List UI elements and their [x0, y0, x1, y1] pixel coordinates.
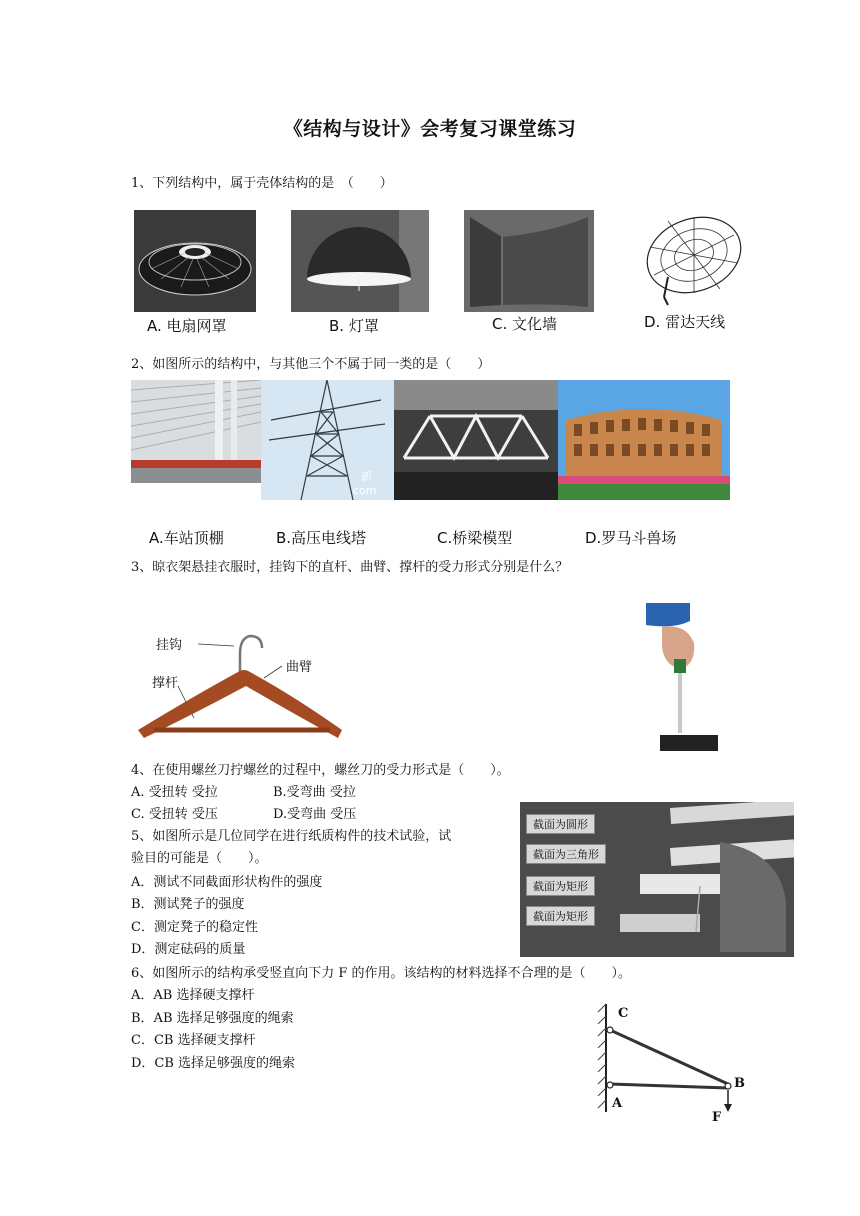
page-title: 《结构与设计》会考复习课堂练习	[283, 118, 577, 140]
q5-option-d: D．测定砝码的质量	[131, 942, 246, 957]
watermark-text-1: 新	[361, 470, 372, 483]
power-tower-photo	[261, 380, 394, 500]
q6-option-a: A．AB 选择硬支撑杆	[131, 988, 255, 1003]
point-a-label: A	[612, 1096, 623, 1111]
q1-option-b-caption: B. 灯罩	[329, 317, 379, 335]
q5-option-a: A．测试不同截面形状构件的强度	[131, 875, 323, 890]
paper-test-photo	[520, 802, 794, 957]
q5-option-b: B．测试凳子的强度	[131, 897, 245, 912]
q2-option-d: D.罗马斗兽场	[585, 529, 677, 547]
force-f-label: F	[712, 1110, 722, 1125]
q4-option-b: B.受弯曲 受拉	[273, 785, 356, 800]
q4-option-c: C. 受扭转 受压	[131, 807, 218, 822]
question-5-text-line1: 5、如图所示是几位同学在进行纸质构件的技术试验，试	[131, 829, 452, 844]
q4-option-d: D.受弯曲 受压	[273, 807, 357, 822]
q1-option-d-caption: D. 雷达天线	[644, 313, 726, 331]
point-c-label: C	[618, 1006, 629, 1021]
q1-option-a-caption: A. 电扇网罩	[147, 317, 227, 335]
q4-option-a: A. 受扭转 受拉	[131, 785, 218, 800]
q2-option-a: A.车站顶棚	[149, 529, 224, 547]
station-roof-photo	[131, 380, 261, 483]
force-diagram	[596, 1000, 752, 1134]
question-4-text: 4、在使用螺丝刀拧螺丝的过程中，螺丝刀的受力形式是（ ）。	[131, 763, 510, 778]
question-6-text: 6、如图所示的结构承受竖直向下力 F 的作用。该结构的材料选择不合理的是（ ）。	[131, 966, 632, 981]
question-3-text: 3、晾衣架悬挂衣服时，挂钩下的直杆、曲臂、撑杆的受力形式分别是什么？	[131, 560, 569, 575]
point-b-label: B	[734, 1076, 745, 1091]
curved-arm-label: 曲臂	[286, 660, 313, 675]
q1-option-c-caption: C. 文化墙	[492, 315, 558, 333]
screwdriver-figure	[646, 603, 720, 753]
section-label-circle: 截面为圆形	[526, 814, 595, 834]
q2-option-b: B.高压电线塔	[276, 529, 367, 547]
question-2-text: 2、如图所示的结构中，与其他三个不属于同一类的是（ ）	[131, 357, 491, 372]
q6-option-d: D．CB 选择足够强度的绳索	[131, 1056, 296, 1071]
q1-option-d-figure	[628, 207, 754, 339]
watermark-text-2: com	[353, 484, 377, 497]
section-label-rectangle-2: 截面为矩形	[526, 906, 595, 926]
hook-label: 挂钩	[156, 638, 183, 653]
section-label-rectangle-1: 截面为矩形	[526, 876, 595, 896]
q6-option-b: B．AB 选择足够强度的绳索	[131, 1011, 294, 1026]
colosseum-photo	[558, 380, 730, 500]
q1-option-c-figure	[462, 207, 596, 339]
screwdriver-image	[646, 603, 720, 753]
section-label-triangle: 截面为三角形	[526, 844, 606, 864]
q1-option-b-figure	[289, 207, 431, 339]
question-1-text: 1、下列结构中，属于壳体结构的是 （ ）	[131, 176, 393, 191]
q5-option-c: C．测定凳子的稳定性	[131, 920, 258, 935]
support-bar-label: 撑杆	[152, 676, 179, 691]
q2-option-c: C.桥梁模型	[437, 529, 513, 547]
question-5-text-line2: 验目的可能是（ ）。	[131, 851, 268, 866]
q6-option-c: C．CB 选择硬支撑杆	[131, 1033, 256, 1048]
q1-option-a-figure	[131, 207, 261, 339]
hanger-figure	[134, 626, 349, 748]
bridge-model-photo	[394, 380, 558, 500]
